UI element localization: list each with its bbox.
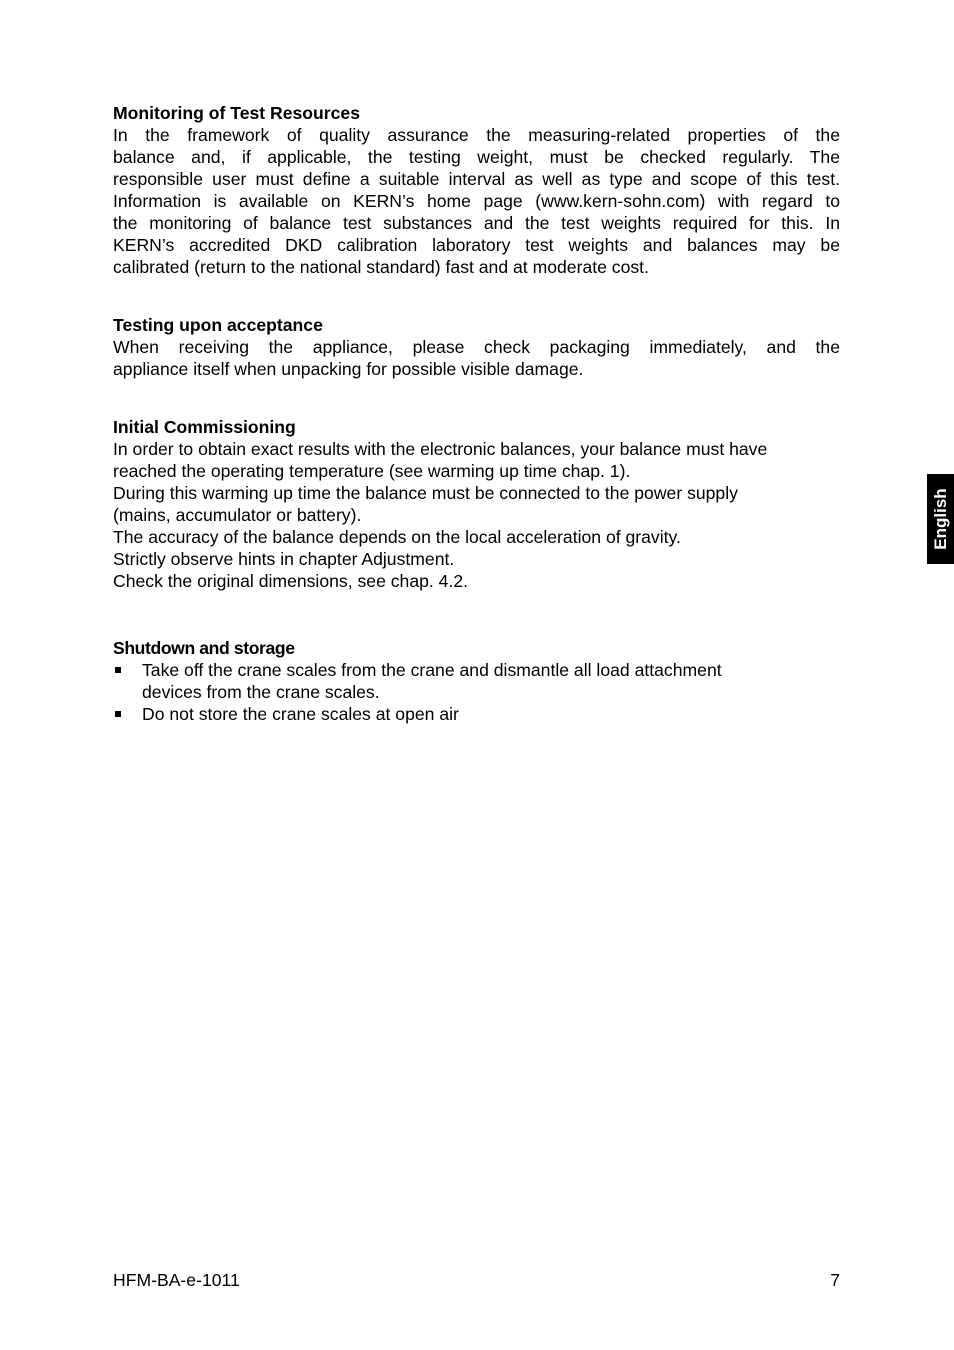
section-initial-commissioning [113,416,840,592]
paragraph-line: the monitoring of balance test substances and the test weights required for this. In [113,213,840,233]
section-heading: Testing upon acceptance [113,315,323,335]
section-shutdown-and-storage [113,637,840,725]
paragraph-line: reached the operating temperature (see warming up time chap. 1). [113,461,631,481]
section-paragraph [113,438,840,592]
section-heading: Monitoring of Test Resources [113,103,360,123]
section-monitoring-test-resources [113,102,840,278]
paragraph-line: In order to obtain exact results with the electronic balances, your balance must have [113,439,768,459]
section-heading: Initial Commissioning [113,417,296,437]
bullet-list [113,659,840,725]
paragraph-line: The accuracy of the balance depends on the local acceleration of gravity. [113,527,681,547]
paragraph-line: calibrated (return to the national standard) fast and at moderate cost. [113,257,649,277]
paragraph-line: KERN’s accredited DKD calibration laboratory test weights and balances may be [113,235,840,255]
language-tab [927,474,954,564]
footer-page-number: 7 [830,1270,840,1290]
section-paragraph [113,124,840,278]
bullet-line: Do not store the crane scales at open air [142,704,459,724]
paragraph-line: Strictly observe hints in chapter Adjustment. [113,549,455,569]
section-paragraph [113,336,840,380]
paragraph-line: Check the original dimensions, see chap. 4.2. [113,571,469,591]
bullet-item [113,659,840,703]
paragraph-line: In the framework of quality assurance the measuring-related properties of the [113,125,840,145]
paragraph-line: Information is available on KERN’s home page (www.kern-sohn.com) with regard to [113,191,840,211]
paragraph-line: balance and, if applicable, the testing weight, must be checked regularly. The [113,147,840,167]
section-heading: Shutdown and storage [113,638,295,658]
paragraph-line: During this warming up time the balance must be connected to the power supply [113,483,738,503]
paragraph-line: When receiving the appliance, please check packaging immediately, and the [113,337,840,357]
square-bullet-icon [115,667,121,673]
bullet-line: devices from the crane scales. [142,682,380,702]
paragraph-line: appliance itself when unpacking for possible visible damage. [113,359,584,379]
bullet-line: Take off the crane scales from the crane and dismantle all load attachment [142,660,722,680]
section-testing-upon-acceptance [113,314,840,380]
paragraph-line: (mains, accumulator or battery). [113,505,362,525]
bullet-item [113,703,840,725]
square-bullet-icon [115,711,121,717]
footer-document-code: HFM-BA-e-1011 [113,1270,240,1290]
paragraph-line: responsible user must define a suitable interval as well as type and scope of this test. [113,169,840,189]
language-tab-label: English [930,488,950,550]
